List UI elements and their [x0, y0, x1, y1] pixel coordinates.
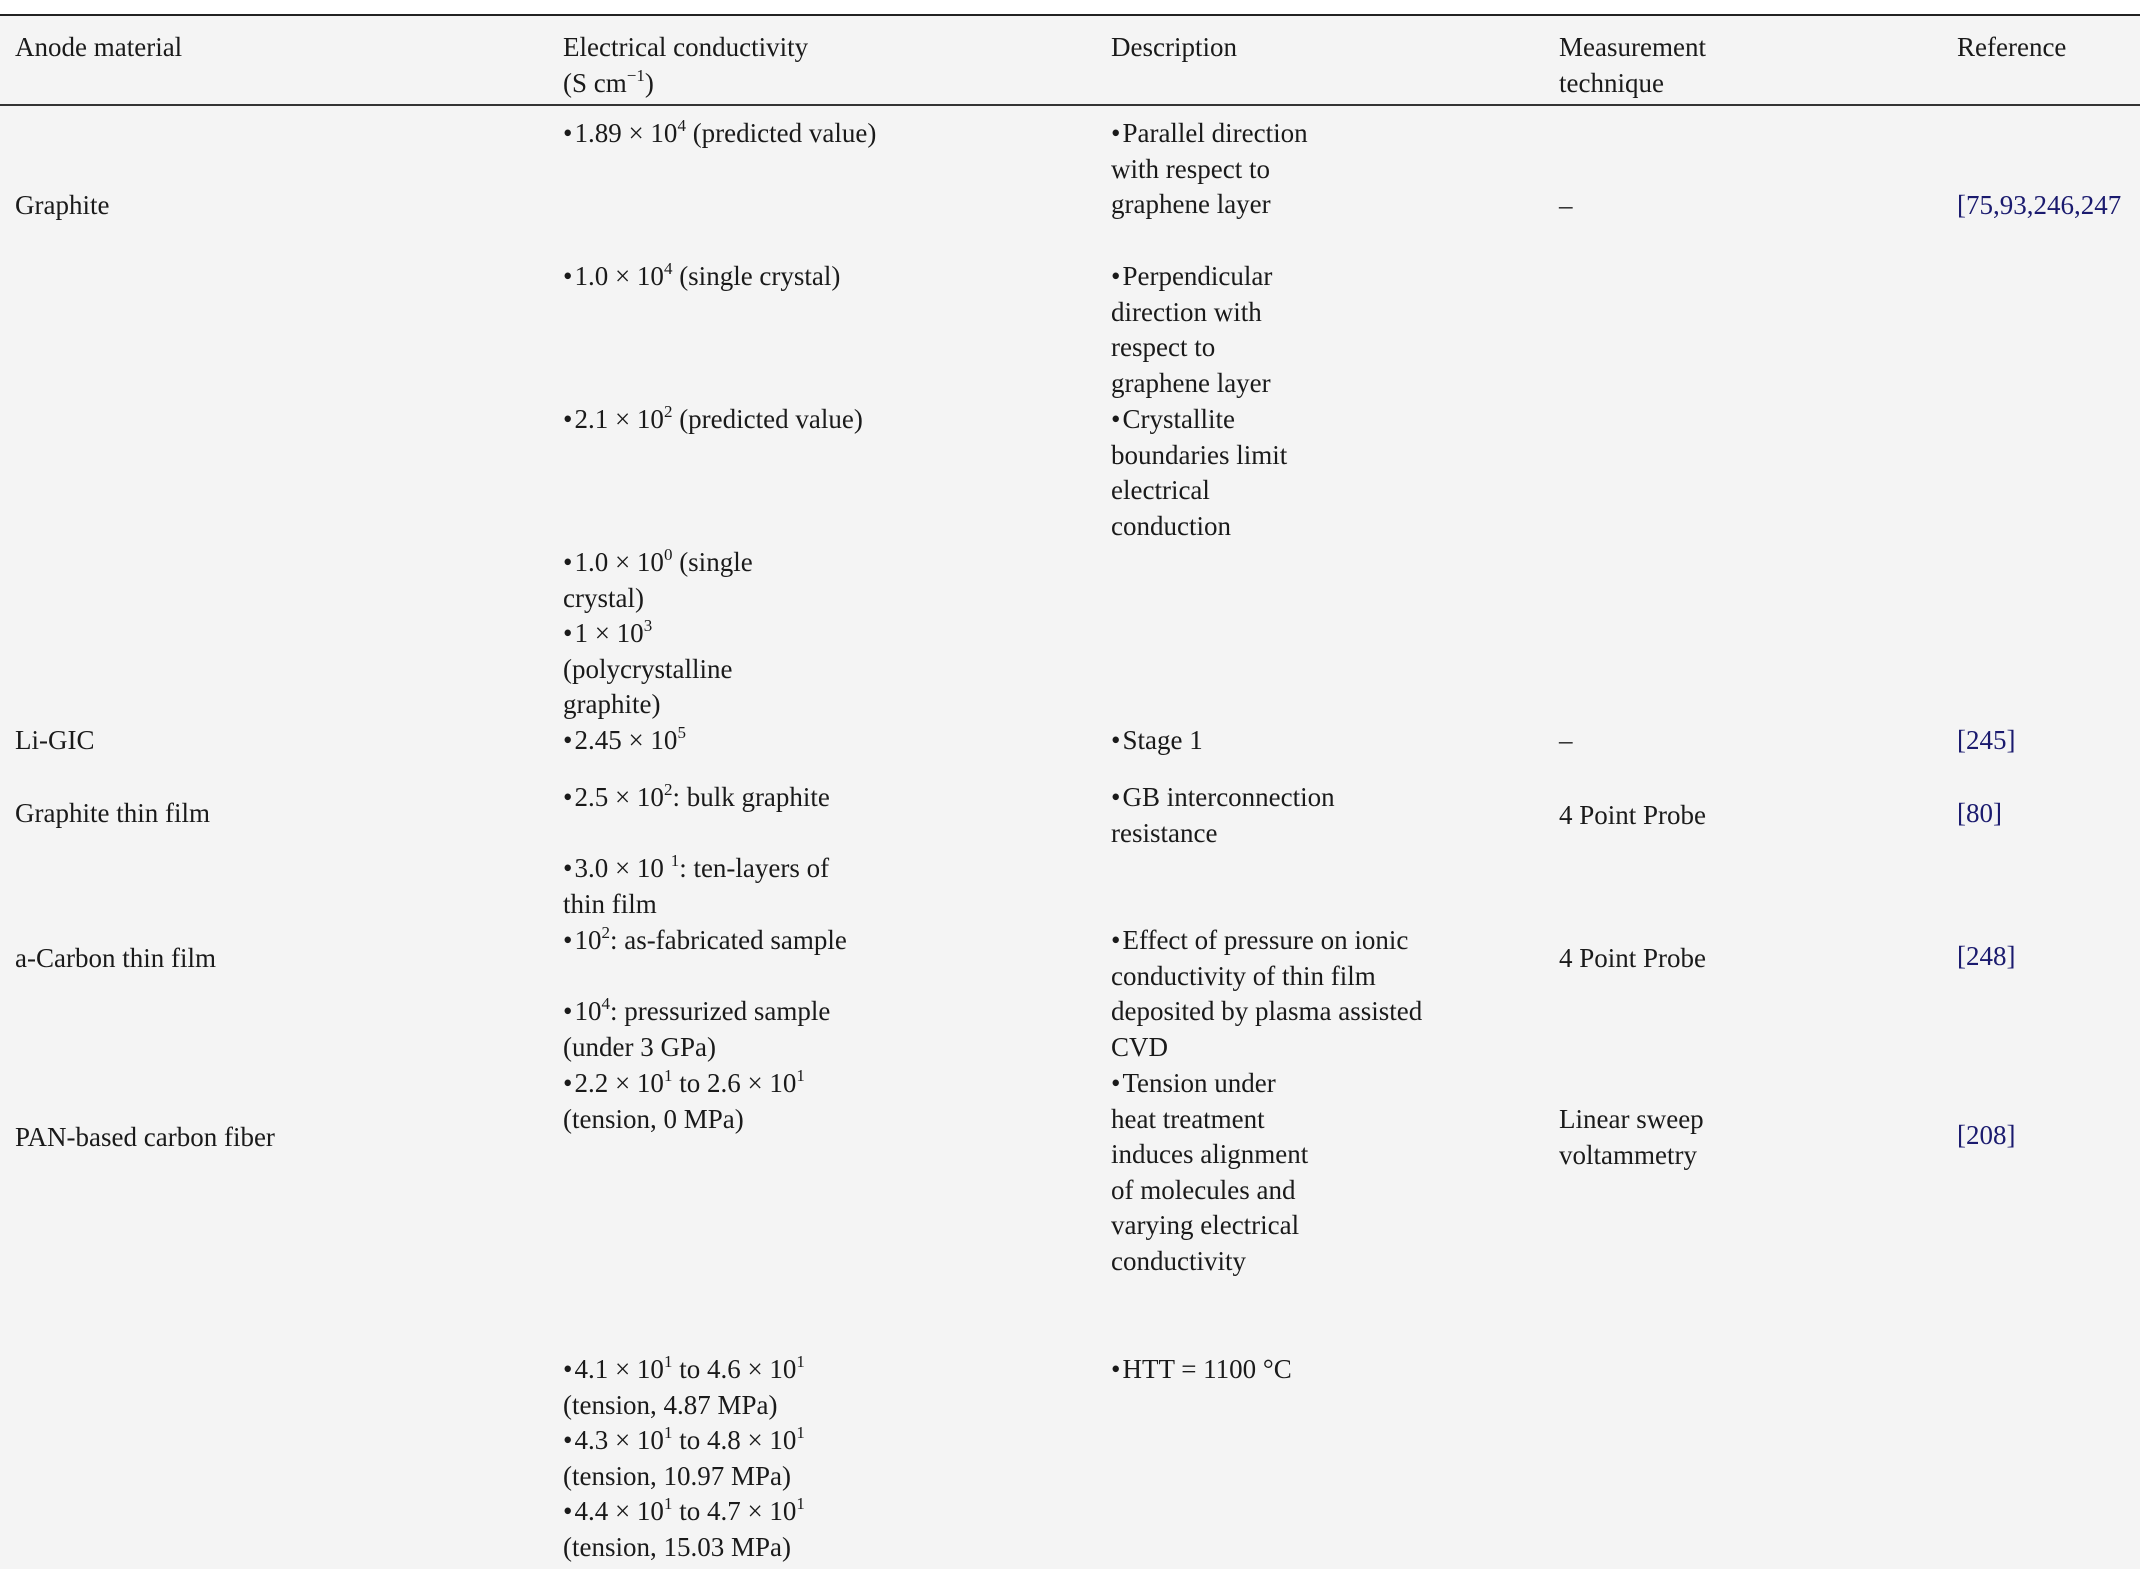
header-electrical-conductivity: Electrical conductivity (S $cm^{-1}$)	[563, 32, 809, 98]
conductivity-item: • $10^2$: as-fabricated sample	[563, 923, 853, 959]
cell-technique: –	[1559, 190, 1573, 220]
description-item: • Perpendicular direction with respect to graphene layer	[1111, 259, 1311, 401]
cell-technique: –	[1559, 725, 1573, 755]
cell-technique: Linear sweep voltammetry	[1559, 1104, 1704, 1170]
conductivity-item: • $4.4 \times 10^1$ to $4.7 \times 10^1$ (tension, 15.03 MPa)	[563, 1494, 883, 1565]
header-description: Description	[1111, 32, 1237, 62]
description-item: • HTT = 1100 °C	[1111, 1352, 1411, 1388]
conductivity-item: • $2.2 \times 10^1$ to $2.6 \times 10^1$ (tension, 0 MPa)	[563, 1066, 883, 1137]
reference-link[interactable]: [245]	[1957, 725, 2016, 755]
conductivity-item: • $1.89 \times 10^4$ (predicted value)	[563, 116, 923, 152]
description-item: • Crystallite boundaries limit electrical conduction	[1111, 402, 1311, 544]
description-item: • GB interconnection resistance	[1111, 780, 1411, 851]
cell-material: PAN-based carbon fiber	[15, 1122, 275, 1152]
reference-link[interactable]: [208]	[1957, 1120, 2016, 1150]
description-item: • Effect of pressure on ionic conductivity of thin film deposited by plasma assisted CVD	[1111, 923, 1451, 1065]
conductivity-item: • $1.0 \times 10^0$ (single crystal)	[563, 545, 823, 616]
cell-material: a-Carbon thin film	[15, 943, 216, 973]
table-header	[0, 16, 2140, 106]
description-item: • Stage 1	[1111, 723, 1441, 759]
header-measurement-technique: Measurement technique	[1559, 32, 1706, 98]
conductivity-item: • $2.45 \times 10^5$	[563, 723, 923, 759]
description-item: • Parallel direction with respect to graphene layer	[1111, 116, 1311, 223]
cell-material: Graphite thin film	[15, 798, 210, 828]
conductivity-item: • $1.0 \times 10^4$ (single crystal)	[563, 259, 923, 295]
reference-link[interactable]: [80]	[1957, 798, 2002, 828]
conductivity-item: • $2.1 \times 10^2$ (predicted value)	[563, 402, 923, 438]
reference-link[interactable]: [248]	[1957, 941, 2016, 971]
table-container	[0, 14, 2140, 1569]
cell-technique: 4 Point Probe	[1559, 800, 1707, 830]
header-anode-material: Anode material	[15, 32, 183, 62]
conductivity-item: • $4.1 \times 10^1$ to $4.6 \times 10^1$ (tension, 4.87 MPa)	[563, 1352, 883, 1423]
conductivity-item: • $1 \times 10^3$ (polycrystalline graphite)	[563, 616, 783, 723]
conductivity-item: • $4.3 \times 10^1$ to $4.8 \times 10^1$ (tension, 10.97 MPa)	[563, 1423, 883, 1494]
reference-link[interactable]: [75,93,246,247	[1957, 190, 2122, 220]
description-item: • Tension under heat treatment induces alignment of molecules and varying electrical conductivity	[1111, 1066, 1316, 1280]
cell-technique: 4 Point Probe	[1559, 943, 1707, 973]
conductivity-item: • 3.0 × 10 $^1$: ten-layers of thin film	[563, 851, 863, 922]
cell-material: Li-GIC	[15, 725, 95, 755]
cell-material: Graphite	[15, 190, 110, 220]
conductivity-item: • $10^4$: pressurized sample (under 3 GPa)	[563, 994, 853, 1065]
conductivity-item: • $2.5 \times 10^2$: bulk graphite	[563, 780, 863, 816]
header-reference: Reference	[1957, 32, 2067, 62]
